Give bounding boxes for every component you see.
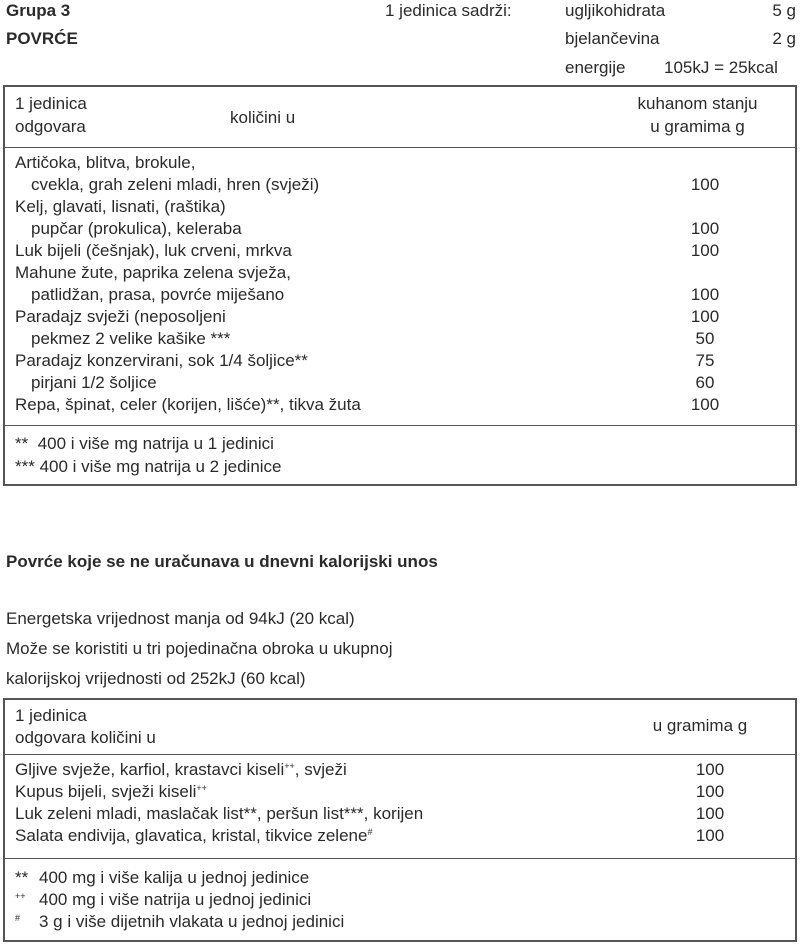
table-row: Artičoka, blitva, brokule, bbox=[15, 153, 196, 172]
table-row: Salata endivija, glavatica, kristal, tikvice zelene# 100 bbox=[15, 826, 725, 845]
nutrient-carbs-label: ugljikohidrata bbox=[565, 1, 666, 20]
t1-header-unit: 1 jedinica bbox=[15, 94, 87, 113]
t2-footnote: ** 400 mg i više kalija u jednoj jedinice bbox=[15, 868, 310, 887]
vegetables-table bbox=[3, 85, 797, 486]
nutrient-energy-label: energije bbox=[565, 58, 626, 77]
t2-footnote: ++ 400 mg i više natrija u jednoj jedinici bbox=[15, 890, 312, 909]
table-row: Paradajz konzervirani, sok 1/4 šoljice** 75 bbox=[15, 351, 715, 370]
nutrient-protein-label: bjelančevina bbox=[565, 29, 660, 48]
section2-line: kalorijskoj vrijednosti od 252kJ (60 kcal) bbox=[6, 669, 306, 688]
table-row: Gljive svježe, karfiol, krastavci kiseli++, svježi 100 bbox=[15, 760, 725, 779]
table-row: Kelj, glavati, lisnati, (raštika) bbox=[15, 197, 226, 216]
table-row: Mahune žute, paprika zelena svježa, bbox=[15, 263, 291, 282]
t2-footnote-divider bbox=[5, 858, 795, 859]
t2-header-corresponds: odgovara količini u bbox=[15, 728, 156, 747]
t1-header-grams: u gramima g bbox=[650, 117, 745, 136]
free-vegetables-table bbox=[3, 698, 797, 942]
table-row: pekmez 2 velike kašike *** 50 bbox=[31, 329, 715, 348]
table-row: cvekla, grah zeleni mladi, hren (svježi) 100 bbox=[31, 175, 720, 194]
table-row: Luk zeleni mladi, maslačak list**, peršun list***, korijen 100 bbox=[15, 804, 725, 823]
t1-header-corresponds: odgovara bbox=[15, 117, 86, 136]
table-row: Repa, špinat, celer (korijen, lišće)**, tikva žuta 100 bbox=[15, 395, 720, 414]
table-row: Luk bijeli (češnjak), luk crveni, mrkva 100 bbox=[15, 241, 720, 260]
table-row: Paradajz svježi (neposoljeni 100 bbox=[15, 307, 720, 326]
section2-title: Povrće koje se ne uračunava u dnevni kalorijski unos bbox=[6, 552, 438, 571]
table-row: Kupus bijeli, svježi kiseli++ 100 bbox=[15, 782, 725, 801]
t1-footnote: *** 400 i više mg natrija u 2 jedinice bbox=[15, 457, 282, 476]
t1-header-divider bbox=[5, 147, 795, 148]
section2-line: Energetska vrijednost manja od 94kJ (20 kcal) bbox=[6, 609, 355, 628]
t2-header-grams: u gramima g bbox=[652, 716, 748, 735]
category-title: POVRĆE bbox=[6, 29, 78, 48]
table-row: pupčar (prokulica), keleraba 100 bbox=[31, 219, 720, 238]
nutrient-energy-value: 105kJ = 25kcal bbox=[664, 58, 778, 77]
t2-header-unit: 1 jedinica bbox=[15, 706, 87, 725]
t2-footnote: # 3 g i više dijetnih vlakata u jednoj jedinici bbox=[15, 912, 345, 931]
t1-footnote-divider bbox=[5, 425, 795, 426]
t1-footnote: ** 400 i više mg natrija u 1 jedinici bbox=[15, 434, 274, 453]
table-row: pirjani 1/2 šoljice 60 bbox=[31, 373, 715, 392]
section2-line: Može se koristiti u tri pojedinačna obroka u ukupnoj bbox=[6, 639, 393, 658]
nutrient-protein-value: 2 g bbox=[772, 29, 796, 48]
t1-header-cooked: kuhanom stanju bbox=[637, 94, 758, 113]
table-row: patlidžan, prasa, povrće miješano 100 bbox=[31, 285, 720, 304]
unit-contains-label: 1 jedinica sadrži: bbox=[385, 1, 512, 20]
t1-header-quantity: količini u bbox=[230, 108, 296, 127]
t2-header-divider bbox=[5, 754, 795, 755]
group-title: Grupa 3 bbox=[6, 1, 71, 20]
nutrient-carbs-value: 5 g bbox=[772, 1, 796, 20]
